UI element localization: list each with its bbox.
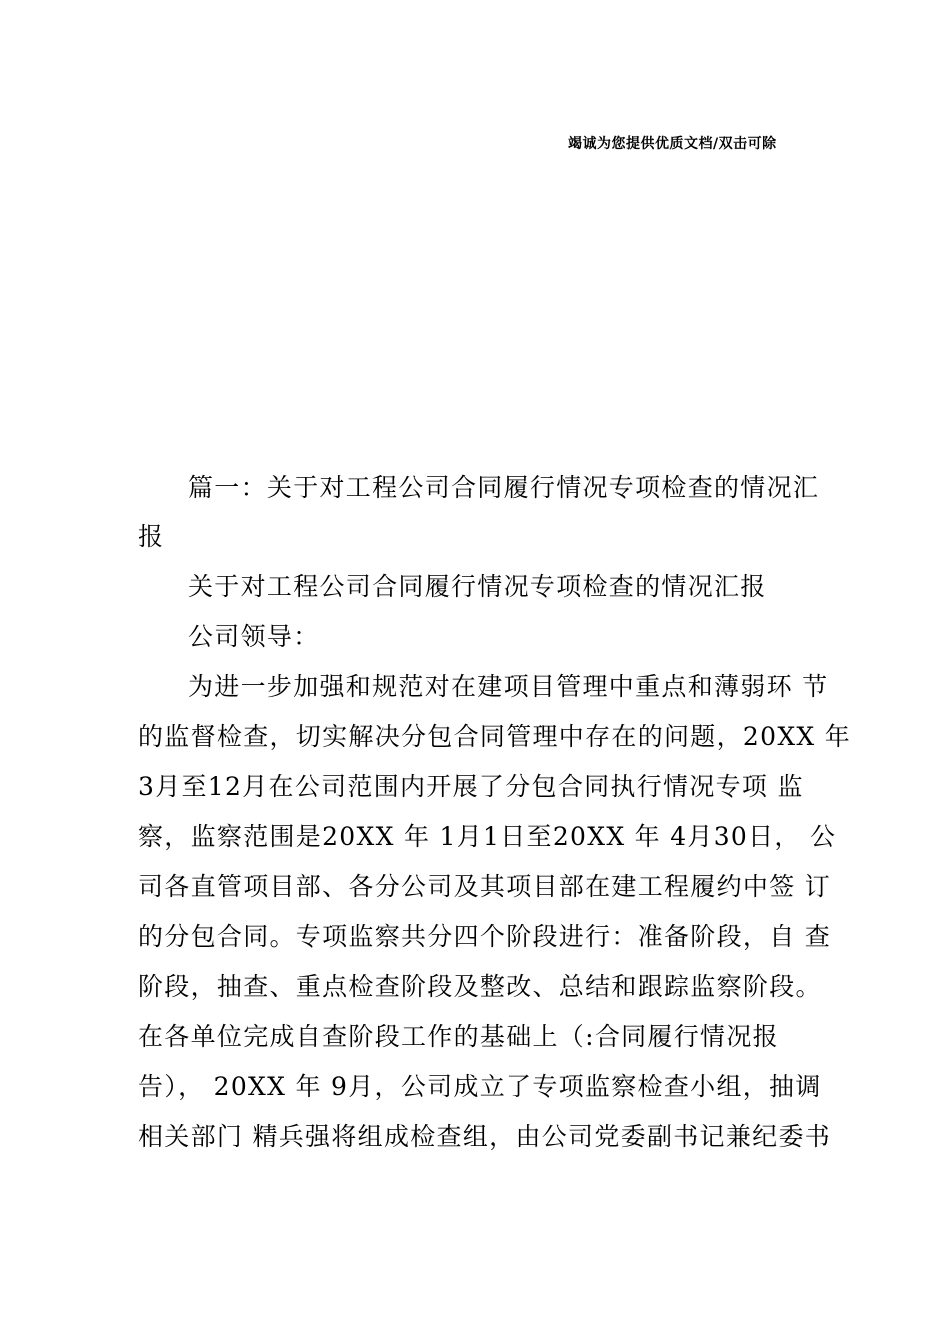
paragraph-line: 的分包合同。专项监察共分四个阶段进行：准备阶段，自 查 — [138, 922, 832, 951]
paragraph-line: 3月至12月在公司范围内开展了分包合同执行情况专项 监 — [138, 772, 804, 801]
paragraph-line: 司各直管项目部、各分公司及其项目部在建工程履约中签 订 — [138, 872, 832, 901]
salutation-line: 公司领导： — [188, 622, 320, 651]
title-line-2: 报 — [138, 522, 165, 551]
subtitle-line: 关于对工程公司合同履行情况专项检查的情况汇报 — [188, 572, 767, 601]
paragraph-line: 为进一步加强和规范对在建项目管理中重点和薄弱环 节 — [188, 672, 829, 701]
paragraph-line: 阶段，抽查、重点检查阶段及整改、总结和跟踪监察阶段。 — [138, 972, 822, 1001]
header-note: 竭诚为您提供优质文档/双击可除 — [568, 136, 777, 152]
paragraph-line: 相关部门 精兵强将组成检查组，由公司党委副书记兼纪委书 — [138, 1122, 832, 1151]
title-line-1: 篇一：关于对工程公司合同履行情况专项检查的情况汇 — [188, 473, 820, 502]
paragraph-line: 告）， 20XX 年 9月，公司成立了专项监察检查小组，抽调 — [138, 1072, 822, 1101]
paragraph-line: 的监督检查，切实解决分包合同管理中存在的问题，20XX 年 — [138, 722, 852, 751]
paragraph-line: 在各单位完成自查阶段工作的基础上（:合同履行情况报 — [138, 1022, 779, 1051]
paragraph-line: 察，监察范围是20XX 年 1月1日至20XX 年 4月30日， 公 — [138, 822, 837, 851]
